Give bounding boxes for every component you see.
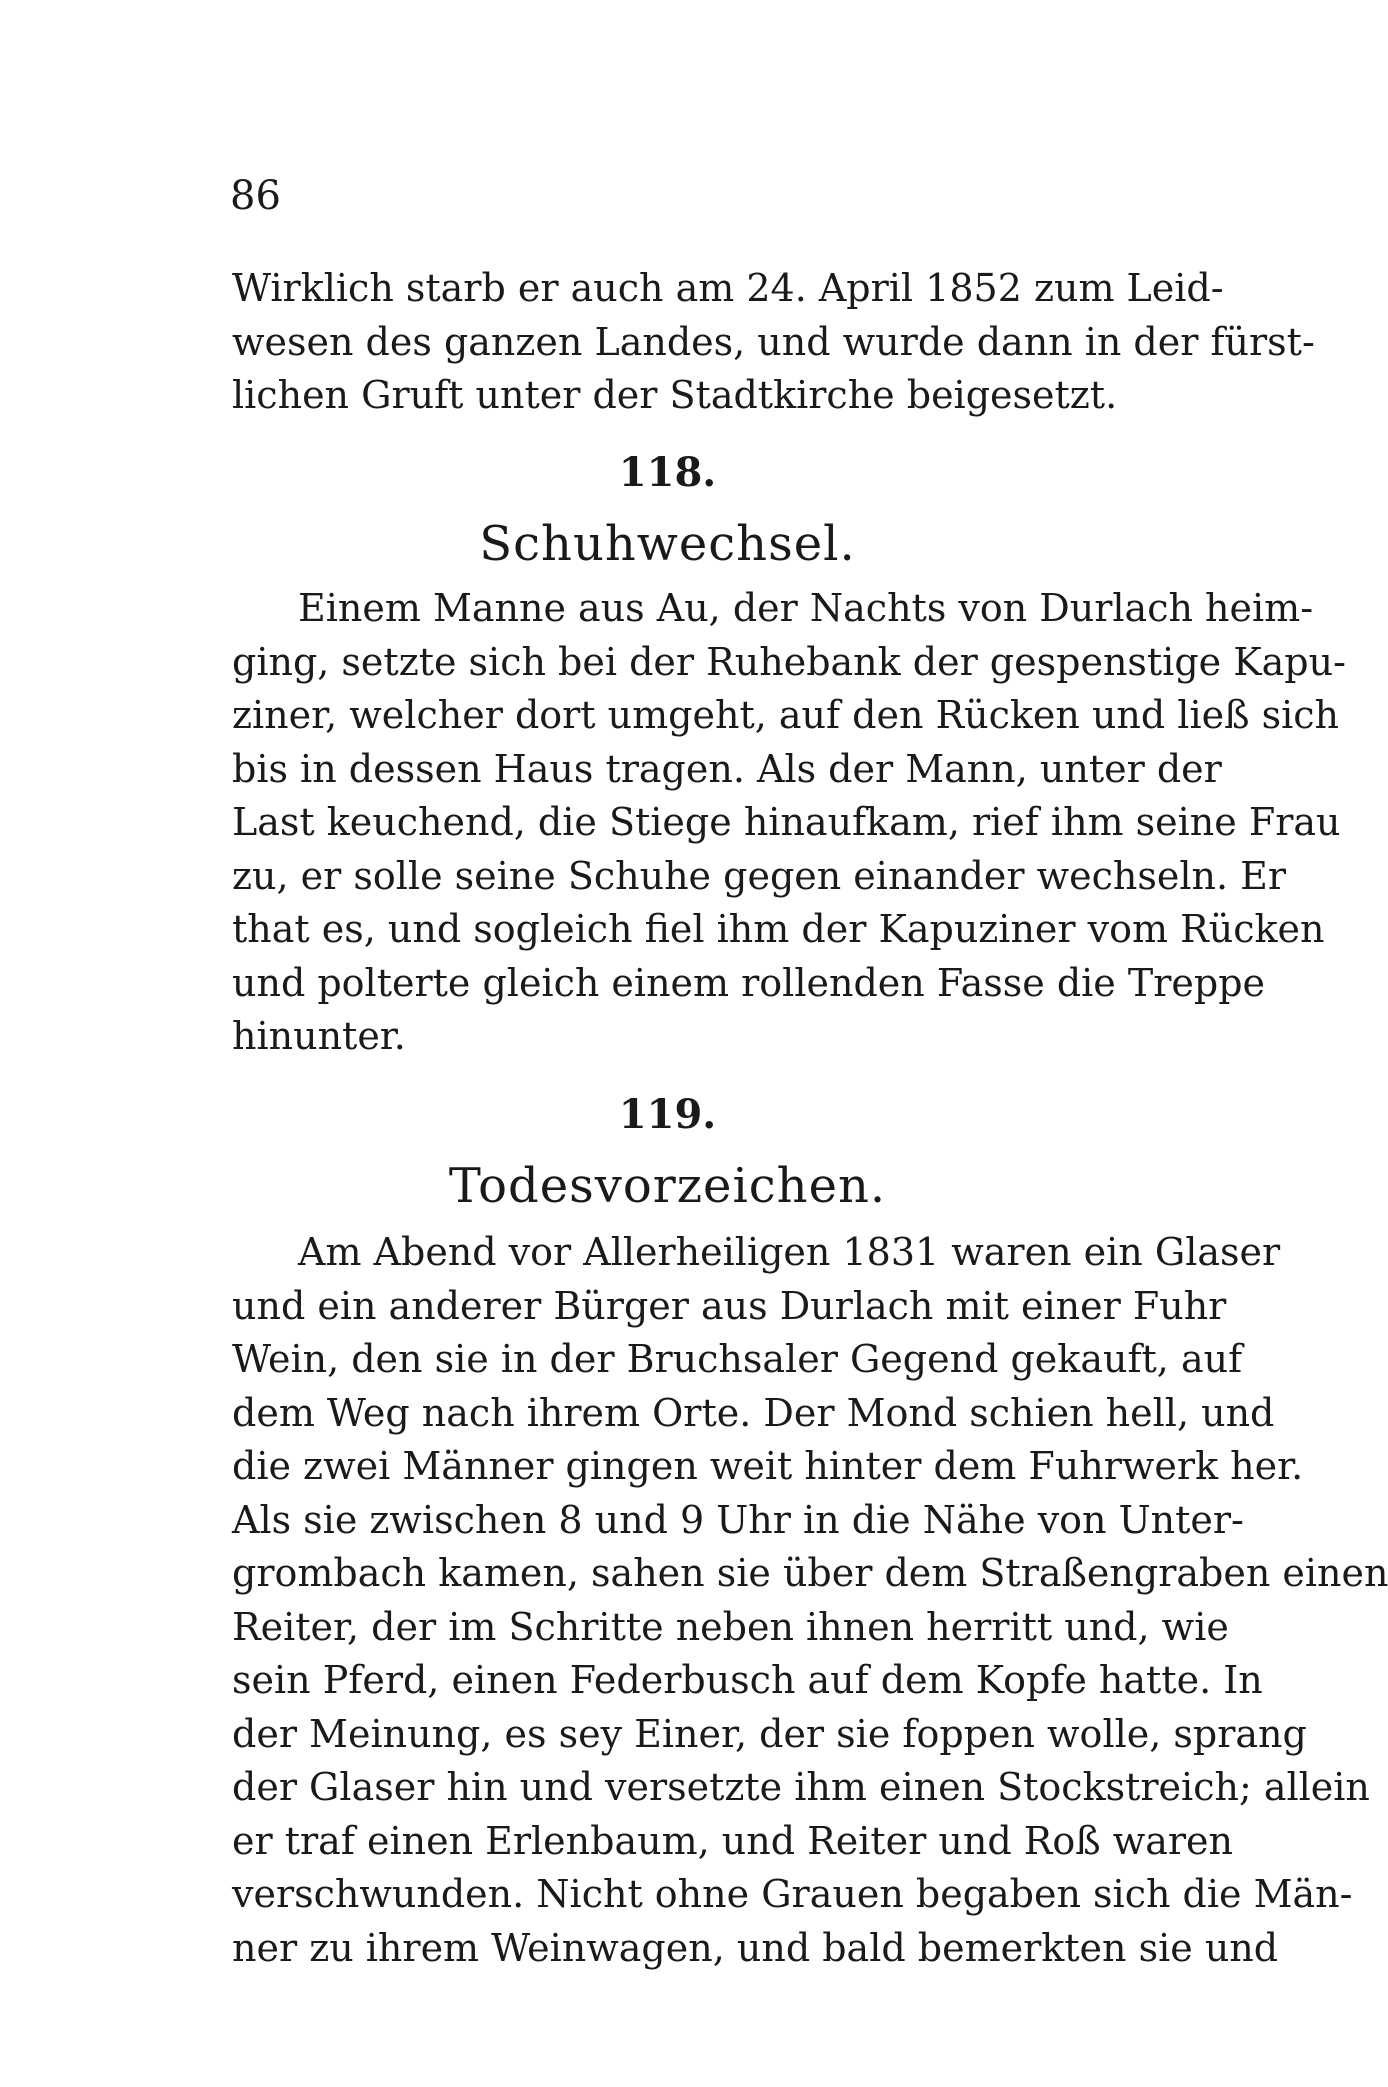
text-line: er traf einen Erlenbaum, und Reiter und Roß waren bbox=[232, 1818, 1234, 1863]
text-line: und polterte gleich einem rollenden Fasse die Treppe bbox=[232, 960, 1266, 1005]
section-119-paragraph bbox=[232, 1226, 1388, 1975]
text-line: der Glaser hin und versetzte ihm einen Stockstreich; allein bbox=[232, 1765, 1370, 1809]
text-line: und ein anderer Bürger aus Durlach mit einer Fuhr bbox=[232, 1283, 1227, 1328]
text-line: Wein, den sie in der Bruchsaler Gegend gekauft, auf bbox=[232, 1337, 1243, 1381]
text-line: sein Pferd, einen Federbusch auf dem Kopfe hatte. In bbox=[232, 1658, 1263, 1702]
section-118-paragraph bbox=[232, 582, 1346, 1064]
text-line: that es, und sogleich fiel ihm der Kapuziner vom Rücken bbox=[232, 907, 1325, 951]
text-line: verschwunden. Nicht ohne Grauen begaben sich die Män- bbox=[232, 1872, 1353, 1916]
page-number: 86 bbox=[230, 173, 281, 219]
text-line: grombach kamen, sahen sie über dem Straßengraben einen bbox=[232, 1551, 1388, 1595]
text-line: Wirklich starb er auch am 24. April 1852 zum Leid- bbox=[232, 266, 1224, 310]
text-line: bis in dessen Haus tragen. Als der Mann, unter der bbox=[232, 746, 1222, 791]
text-line: Last keuchend, die Stiege hinaufkam, rief ihm seine Frau bbox=[232, 800, 1341, 844]
text-line: ging, setzte sich bei der Ruhebank der gespenstige Kapu- bbox=[232, 639, 1346, 684]
intro-paragraph bbox=[232, 262, 1315, 423]
text-line: Am Abend vor Allerheiligen 1831 waren ein Glaser bbox=[298, 1230, 1281, 1274]
text-line: zu, er solle seine Schuhe gegen einander wechseln. Er bbox=[232, 853, 1287, 898]
text-line: hinunter. bbox=[232, 1014, 406, 1058]
section-119-title: Todesvorzeichen. bbox=[448, 1158, 887, 1214]
section-118-number: 118. bbox=[618, 449, 717, 496]
section-119-number: 119. bbox=[618, 1091, 717, 1138]
text-line: lichen Gruft unter der Stadtkirche beigesetzt. bbox=[232, 373, 1118, 417]
text-line: ziner, welcher dort umgeht, auf den Rücken und ließ sich bbox=[232, 693, 1339, 737]
text-line: Reiter, der im Schritte neben ihnen herritt und, wie bbox=[232, 1604, 1229, 1649]
text-line: die zwei Männer gingen weit hinter dem Fuhrwerk her. bbox=[232, 1444, 1304, 1488]
text-line: Einem Manne aus Au, der Nachts von Durlach heim- bbox=[298, 586, 1314, 630]
text-line: ner zu ihrem Weinwagen, und bald bemerkten sie und bbox=[232, 1925, 1279, 1970]
section-118-title: Schuhwechsel. bbox=[479, 516, 856, 572]
text-line: dem Weg nach ihrem Orte. Der Mond schien hell, und bbox=[232, 1390, 1275, 1435]
text-line: wesen des ganzen Landes, und wurde dann in der fürst- bbox=[232, 319, 1315, 364]
text-line: Als sie zwischen 8 und 9 Uhr in die Nähe von Unter- bbox=[232, 1497, 1244, 1542]
text-line: der Meinung, es sey Einer, der sie foppen wolle, sprang bbox=[232, 1711, 1307, 1756]
